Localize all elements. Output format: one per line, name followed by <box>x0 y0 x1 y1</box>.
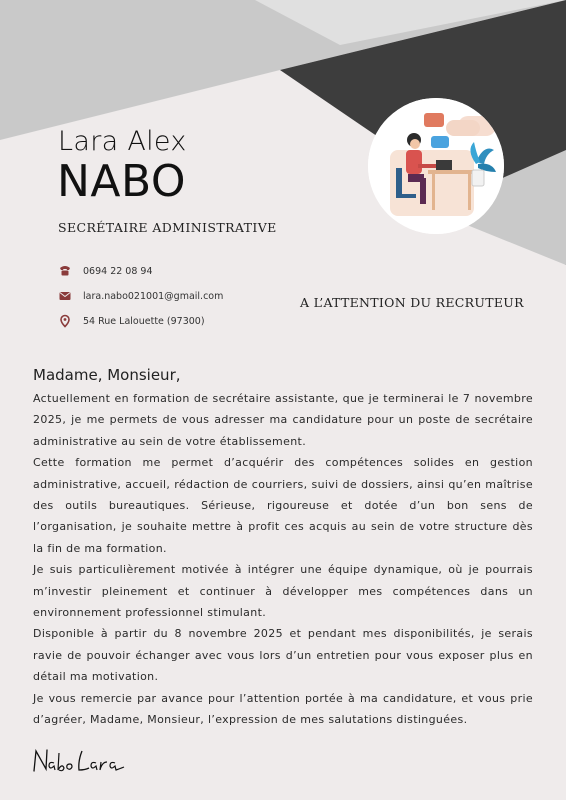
office-worker-illustration <box>368 98 504 234</box>
phone-number: 0694 22 08 94 <box>83 265 153 277</box>
letter-greeting: Madame, Monsieur, <box>33 366 181 384</box>
letter-paragraph: Disponible à partir du 8 novembre 2025 et pendant mes disponibilités, je serais ravie de pouvoir échanger avec vous lors d’un entretien pour vous exposer plus en détail ma motivation. <box>33 627 533 684</box>
contact-address <box>58 314 205 328</box>
location-pin-icon <box>58 314 72 328</box>
profile-illustration <box>368 98 504 234</box>
recipient-line: A L’ATTENTION DU RECRUTEUR <box>300 295 524 310</box>
phone-icon <box>58 264 72 278</box>
mail-icon <box>58 289 72 303</box>
letter-paragraph: Je vous remercie par avance pour l’attention portée à ma candidature, et vous prie d’agréer, Madame, Monsieur, l’expression de mes salutations distinguées. <box>33 691 533 727</box>
postal-address: 54 Rue Lalouette (97300) <box>83 315 205 327</box>
job-title: SECRÉTAIRE ADMINISTRATIVE <box>58 220 277 235</box>
email-address: lara.nabo021001@gmail.com <box>83 290 224 302</box>
letter-paragraph: Actuellement en formation de secrétaire assistante, que je terminerai le 7 novembre 2025, je me permets de vous adresser ma candidature pour un poste de secrétaire administrative au sein de votre établissement. <box>33 392 533 448</box>
contact-email <box>58 289 223 303</box>
letter-paragraph: Je suis particulièrement motivée à intégrer une équipe dynamique, où je pourrais m’investir pleinement et continuer à développer mes compétences dans un environnement professionnel stimulant. <box>33 563 533 620</box>
letter-paragraph: Cette formation me permet d’acquérir des compétences solides en gestion administrative, accueil, rédaction de courriers, suivi de dossiers, ainsi qu’en maîtrise des outils bureautiques. Sérieuse, rigoureuse et dotée d’un bon sens de l’organisation, je souhaite mettre à profit ces acquis au sein de votre structure dès la fin de ma formation. <box>33 456 533 555</box>
handwritten-signature <box>30 745 130 777</box>
contact-phone <box>58 264 153 278</box>
first-name: Lara Alex <box>58 126 187 157</box>
last-name: NABO <box>57 156 187 207</box>
letter-body <box>33 388 533 731</box>
